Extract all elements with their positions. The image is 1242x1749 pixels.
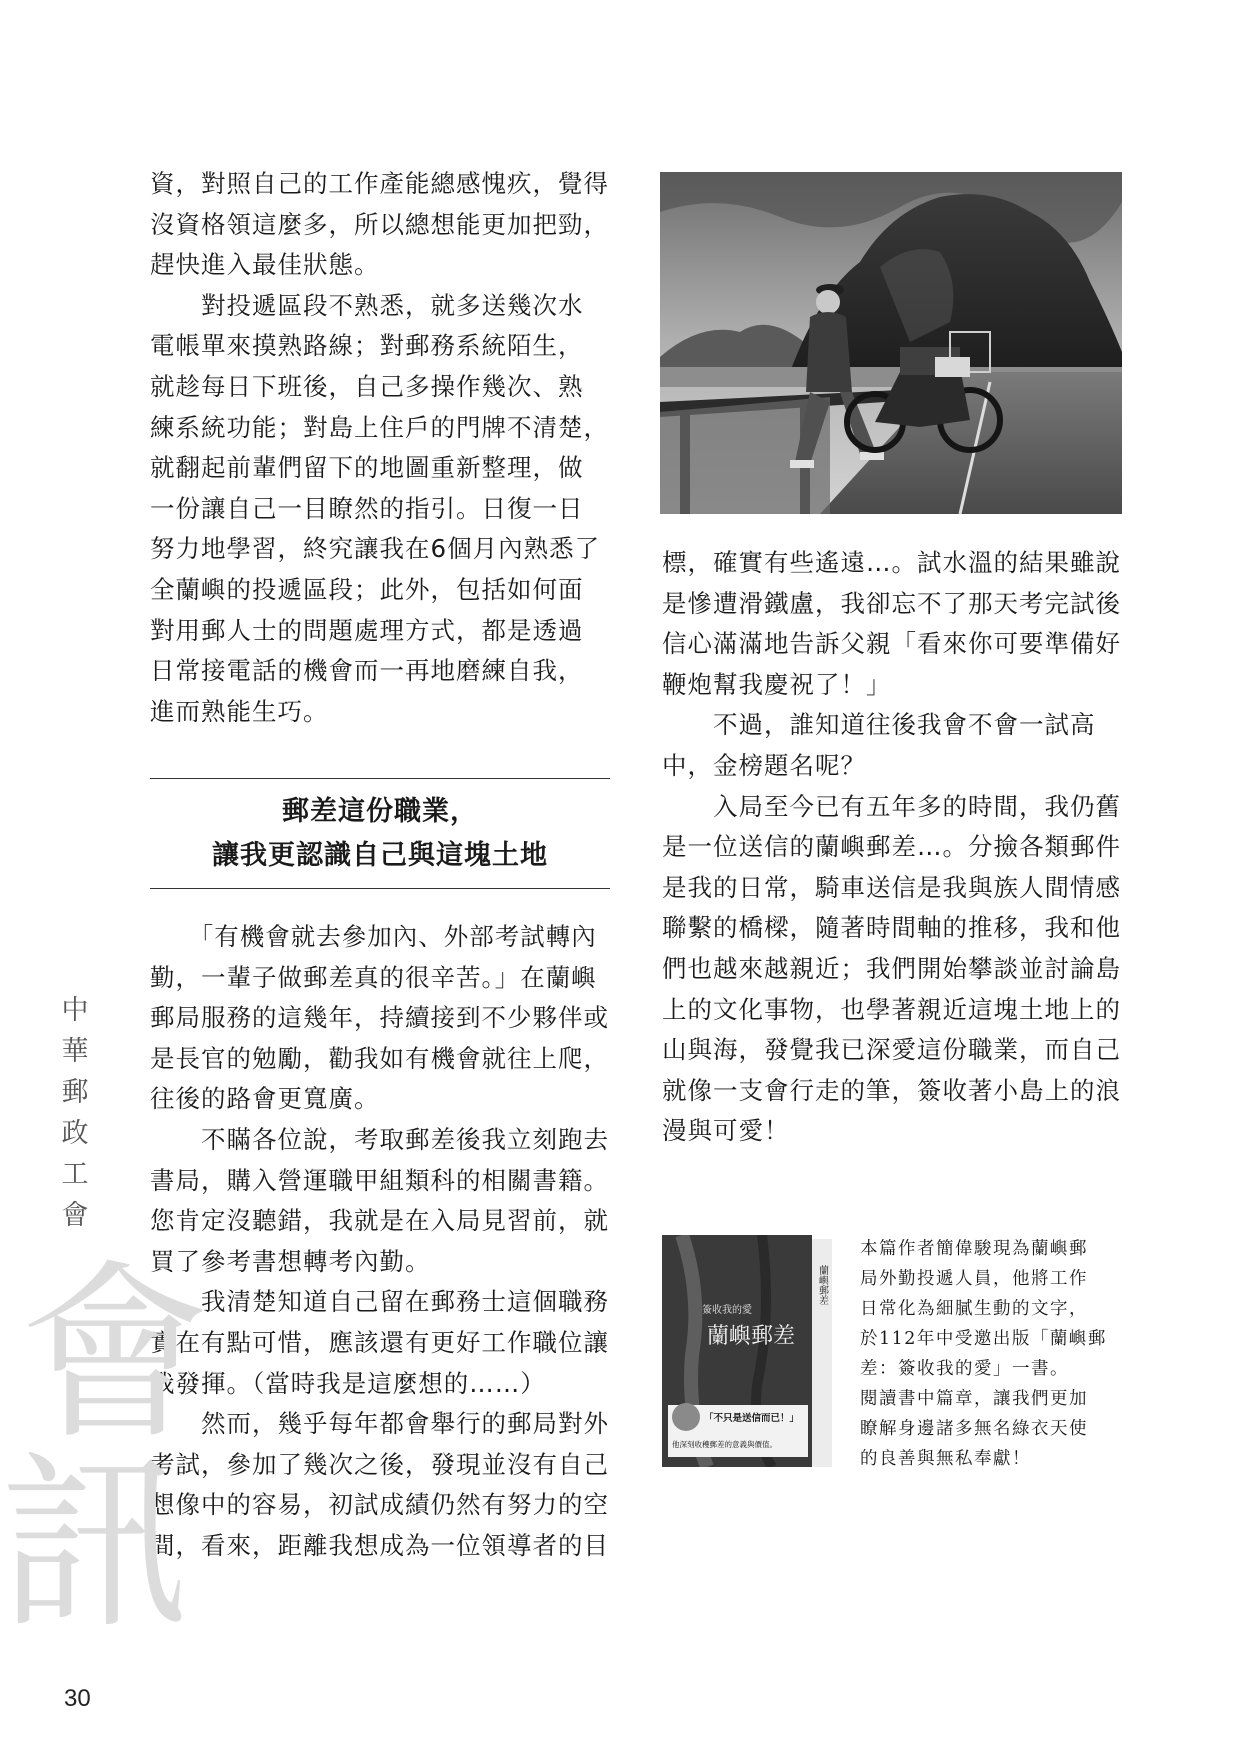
- left-lines-bottom-line: 郵局服務的這幾年，持續接到不少夥伴或: [150, 1003, 609, 1033]
- left-lines-bottom-line: 您肯定沒聽錯，我就是在入局見習前，就: [150, 1206, 609, 1236]
- book-sticker-line1: 「不只是送信而已！」: [704, 1413, 800, 1424]
- left-lines-top-line: 對用郵人士的問題處理方式，都是透過: [150, 615, 584, 645]
- right-lines-line: 鞭炮幫我慶祝了！」: [662, 669, 892, 699]
- right-column: [662, 543, 1122, 1152]
- left-lines-bottom-line: 往後的路會更寬廣。: [150, 1084, 380, 1114]
- left-lines-bottom-line: 然而，幾乎每年都會舉行的郵局對外: [150, 1409, 609, 1439]
- left-lines-top-line: 對投遞區段不熟悉，就多送幾次水: [150, 290, 584, 320]
- right-lines-line: 上的文化事物，也學著親近這塊土地上的: [662, 994, 1121, 1024]
- left-column-top: [150, 164, 610, 732]
- side-vertical-line: 政: [61, 1118, 89, 1149]
- left-lines-bottom-line: 是長官的勉勵，勸我如有機會就往上爬，: [150, 1043, 609, 1073]
- right-lines-line: 是慘遭滑鐵盧，我卻忘不了那天考完試後: [662, 588, 1121, 618]
- left-lines-bottom-line: 勤，一輩子做郵差真的很辛苦。」在蘭嶼: [150, 962, 597, 992]
- book-cover-image: [662, 1235, 832, 1467]
- side-vertical-line: 工: [61, 1159, 89, 1190]
- left-lines-top-line: 日常接電話的機會而一再地磨練自我，: [150, 656, 584, 686]
- book-main-title: 蘭嶼郵差: [707, 1324, 796, 1349]
- left-lines-top-line: 趕快進入最佳狀態。: [150, 250, 380, 280]
- union-name-vertical: [55, 990, 95, 1236]
- left-lines-top-line: 練系統功能；對島上住戶的門牌不清楚，: [150, 412, 609, 442]
- caption-lines-line: 局外勤投遞人員，他將工作: [860, 1269, 1088, 1289]
- side-vertical-line: 會: [61, 1200, 89, 1231]
- left-lines-bottom-line: 想像中的容易，初試成績仍然有努力的空: [150, 1490, 609, 1520]
- author-avatar: [672, 1403, 700, 1431]
- right-lines-line: 信心滿滿地告訴父親「看來你可要準備好: [662, 629, 1121, 659]
- left-lines-bottom-line: 不瞞各位說，考取郵差後我立刻跑去: [150, 1124, 609, 1154]
- left-lines-top-line: 資，對照自己的工作產能總感愧疚，覺得: [150, 169, 609, 198]
- left-lines-top-line: 沒資格領這麼多，所以總想能更加把勁，: [150, 209, 609, 239]
- section-heading-line-1: 郵差這份職業，: [282, 796, 478, 827]
- caption-lines-line: 閱讀書中篇章，讓我們更加: [860, 1389, 1088, 1409]
- left-lines-bottom-line: 間，看來，距離我想成為一位領導者的目: [150, 1530, 609, 1560]
- book-small-title: 簽收我的愛: [702, 1305, 752, 1316]
- side-vertical-line: 華: [61, 1036, 89, 1067]
- heading-rule-top: [150, 778, 610, 779]
- caption-lines-line: 本篇作者簡偉駿現為蘭嶼郵: [860, 1239, 1088, 1259]
- book-spine-title: 蘭嶼郵差: [816, 1265, 828, 1305]
- caption-lines-line: 差：簽收我的愛」一書。: [860, 1359, 1069, 1379]
- book-sticker-line2: 他深刻收穫郵差的意義與價值。: [672, 1440, 777, 1449]
- left-lines-bottom-line: 實在有點可惜，應該還有更好工作職位讓: [150, 1327, 609, 1357]
- left-lines-top-line: 電帳單來摸熟路線；對郵務系統陌生，: [150, 331, 584, 361]
- caption-lines-line: 的良善與無私奉獻！: [860, 1449, 1031, 1469]
- right-lines-line: 不過，誰知道往後我會不會一試高: [662, 710, 1096, 740]
- left-lines-bottom-line: 書局，購入營運職甲組類科的相關書籍。: [150, 1165, 609, 1195]
- left-lines-top-line: 就翻起前輩們留下的地圖重新整理，做: [150, 453, 584, 483]
- watermark-char-2: 訊: [0, 1434, 191, 1655]
- left-lines-bottom-line: 我發揮。（當時我是這麼想的……）: [150, 1368, 546, 1398]
- postman-motorcycle-photo: [660, 172, 1122, 514]
- right-lines-line: 是一位送信的蘭嶼郵差…。分撿各類郵件: [662, 832, 1121, 862]
- left-lines-top-line: 進而熟能生巧。: [150, 696, 329, 726]
- right-lines-line: 是我的日常，騎車送信是我與族人間情感: [662, 872, 1121, 902]
- left-lines-top-line: 全蘭嶼的投遞區段；此外，包括如何面: [150, 574, 584, 604]
- caption-lines-line: 瞭解身邊諸多無名綠衣天使: [860, 1419, 1088, 1439]
- right-lines-line: 中，金榜題名呢？: [662, 750, 866, 780]
- right-lines-line: 漫與可愛！: [662, 1116, 790, 1146]
- right-lines-line: 山與海，發覺我已深愛這份職業，而自己: [662, 1035, 1121, 1065]
- left-lines-bottom-line: 我清楚知道自己留在郵務士這個職務: [150, 1287, 609, 1317]
- left-lines-top-line: 就趁每日下班後，自己多操作幾次、熟: [150, 371, 584, 401]
- side-vertical-line: 中: [61, 995, 89, 1026]
- left-lines-top-line: 努力地學習，終究讓我在6個月內熟悉了: [150, 534, 601, 564]
- caption-lines-line: 於112年中受邀出版「蘭嶼郵: [860, 1329, 1107, 1349]
- side-vertical-line: 郵: [61, 1077, 89, 1108]
- section-heading: [150, 790, 610, 878]
- caption-lines-line: 日常化為細膩生動的文字，: [860, 1299, 1088, 1319]
- left-lines-bottom-line: 「有機會就去參加內、外部考試轉內: [150, 922, 597, 951]
- right-lines-line: 標，確實有些遙遠…。試水溫的結果雖說: [662, 548, 1121, 577]
- right-lines-line: 聯繫的橋樑，隨著時間軸的推移，我和他: [662, 913, 1121, 943]
- section-heading-line-2: 讓我更認識自己與這塊土地: [212, 840, 548, 871]
- right-lines-line: 們也越來越親近；我們開始攀談並討論島: [662, 953, 1121, 983]
- right-lines-line: 入局至今已有五年多的時間，我仍舊: [662, 791, 1121, 821]
- left-lines-bottom-line: 買了參考書想轉考內勤。: [150, 1246, 431, 1276]
- right-lines-line: 就像一支會行走的筆，簽收著小島上的浪: [662, 1075, 1121, 1105]
- left-lines-top-line: 一份讓自己一目瞭然的指引。日復一日: [150, 493, 584, 523]
- heading-rule-bottom: [150, 888, 610, 889]
- watermark-characters: [0, 1240, 230, 1660]
- page-number: 30: [64, 1685, 91, 1712]
- author-caption: [860, 1234, 1132, 1474]
- left-lines-bottom-line: 考試，參加了幾次之後，發現並沒有自己: [150, 1449, 609, 1479]
- watermark-char-1: 會: [20, 1244, 211, 1465]
